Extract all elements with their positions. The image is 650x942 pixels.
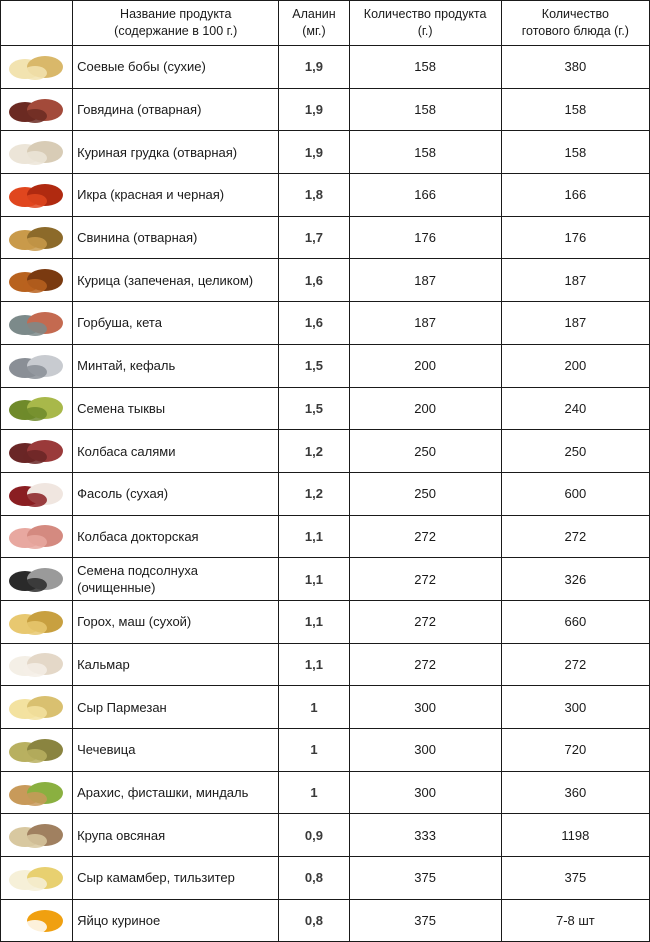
header-alanine <box>279 1 349 46</box>
alanine-value: 1,1 <box>279 643 349 686</box>
alanine-value: 1,5 <box>279 387 349 430</box>
salmon-icon <box>5 305 69 341</box>
dish-quantity: 176 <box>501 216 649 259</box>
product-name: Соевые бобы (сухие) <box>73 46 279 89</box>
header-name <box>73 1 279 46</box>
dish-quantity: 600 <box>501 472 649 515</box>
table-row <box>1 259 650 302</box>
dish-quantity: 187 <box>501 302 649 345</box>
dish-quantity: 375 <box>501 857 649 900</box>
alanine-value: 1 <box>279 686 349 729</box>
table-row <box>1 387 650 430</box>
product-quantity: 166 <box>349 174 501 217</box>
table-row <box>1 515 650 558</box>
peas-icon <box>5 604 69 640</box>
product-quantity: 158 <box>349 131 501 174</box>
header-image-cell <box>1 1 73 46</box>
product-quantity: 300 <box>349 771 501 814</box>
table-row <box>1 643 650 686</box>
product-image-cell <box>1 430 73 473</box>
product-name: Яйцо куриное <box>73 899 279 942</box>
product-quantity: 375 <box>349 899 501 942</box>
alanine-value: 1,1 <box>279 558 349 601</box>
alanine-value: 0,8 <box>279 857 349 900</box>
table-row <box>1 302 650 345</box>
pumpkin-seeds-icon <box>5 390 69 426</box>
alanine-value: 0,9 <box>279 814 349 857</box>
product-image-cell <box>1 600 73 643</box>
table-row <box>1 472 650 515</box>
product-image-cell <box>1 558 73 601</box>
product-image-cell <box>1 302 73 345</box>
product-name: Минтай, кефаль <box>73 344 279 387</box>
product-image-cell <box>1 216 73 259</box>
table-row <box>1 216 650 259</box>
product-quantity: 158 <box>349 88 501 131</box>
dish-quantity: 360 <box>501 771 649 814</box>
alanine-value: 1,1 <box>279 600 349 643</box>
product-quantity: 200 <box>349 344 501 387</box>
product-image-cell <box>1 771 73 814</box>
alanine-value: 1,9 <box>279 88 349 131</box>
camembert-icon <box>5 860 69 896</box>
alanine-value: 1,9 <box>279 46 349 89</box>
pork-icon <box>5 220 69 256</box>
alanine-value: 1,2 <box>279 430 349 473</box>
header-name-text: Название продукта (содержание в 100 г.) <box>114 7 238 38</box>
squid-icon <box>5 646 69 682</box>
product-image-cell <box>1 857 73 900</box>
table-row <box>1 558 650 601</box>
product-name: Крупа овсяная <box>73 814 279 857</box>
dish-quantity: 272 <box>501 515 649 558</box>
dish-quantity: 200 <box>501 344 649 387</box>
roast-chicken-icon <box>5 262 69 298</box>
product-quantity: 300 <box>349 729 501 772</box>
nuts-icon <box>5 775 69 811</box>
alanine-value: 1,8 <box>279 174 349 217</box>
soybeans-icon <box>5 49 69 85</box>
parmesan-icon <box>5 689 69 725</box>
product-quantity: 176 <box>349 216 501 259</box>
product-name: Кальмар <box>73 643 279 686</box>
alanine-value: 1,6 <box>279 302 349 345</box>
alanine-value: 1,5 <box>279 344 349 387</box>
product-quantity: 187 <box>349 259 501 302</box>
dish-quantity: 720 <box>501 729 649 772</box>
product-quantity: 300 <box>349 686 501 729</box>
product-name: Семена подсолнуха (очищенные) <box>73 558 279 601</box>
product-name: Фасоль (сухая) <box>73 472 279 515</box>
dish-quantity: 158 <box>501 131 649 174</box>
table-row <box>1 430 650 473</box>
product-name: Семена тыквы <box>73 387 279 430</box>
product-name: Чечевица <box>73 729 279 772</box>
product-image-cell <box>1 46 73 89</box>
lentils-icon <box>5 732 69 768</box>
product-name: Горбуша, кета <box>73 302 279 345</box>
dish-quantity: 1198 <box>501 814 649 857</box>
dish-quantity: 326 <box>501 558 649 601</box>
product-name: Колбаса докторская <box>73 515 279 558</box>
table-row <box>1 131 650 174</box>
header-quantity <box>349 1 501 46</box>
product-name: Икра (красная и черная) <box>73 174 279 217</box>
product-image-cell <box>1 899 73 942</box>
product-quantity: 272 <box>349 515 501 558</box>
dish-quantity: 187 <box>501 259 649 302</box>
product-quantity: 272 <box>349 600 501 643</box>
dish-quantity: 380 <box>501 46 649 89</box>
product-quantity: 250 <box>349 472 501 515</box>
dish-quantity: 158 <box>501 88 649 131</box>
dish-quantity: 7-8 шт <box>501 899 649 942</box>
header-quantity-text: Количество продукта (г.) <box>363 7 487 38</box>
product-quantity: 187 <box>349 302 501 345</box>
alanine-value: 1,9 <box>279 131 349 174</box>
product-image-cell <box>1 814 73 857</box>
sausage-icon <box>5 518 69 554</box>
product-name: Сыр камамбер, тильзитер <box>73 857 279 900</box>
product-image-cell <box>1 729 73 772</box>
product-image-cell <box>1 88 73 131</box>
product-name: Говядина (отварная) <box>73 88 279 131</box>
product-quantity: 200 <box>349 387 501 430</box>
table-row <box>1 771 650 814</box>
table-row <box>1 814 650 857</box>
header-alanine-text: Аланин (мг.) <box>292 7 336 38</box>
salami-icon <box>5 433 69 469</box>
table-row <box>1 899 650 942</box>
header-row <box>1 1 650 46</box>
product-quantity: 250 <box>349 430 501 473</box>
product-image-cell <box>1 472 73 515</box>
table-row <box>1 88 650 131</box>
oatmeal-icon <box>5 817 69 853</box>
table-row <box>1 174 650 217</box>
product-image-cell <box>1 259 73 302</box>
table-row <box>1 729 650 772</box>
alanine-value: 1,1 <box>279 515 349 558</box>
dish-quantity: 660 <box>501 600 649 643</box>
product-name: Свинина (отварная) <box>73 216 279 259</box>
product-quantity: 272 <box>349 643 501 686</box>
product-image-cell <box>1 131 73 174</box>
alanine-value: 1,6 <box>279 259 349 302</box>
product-name: Горох, маш (сухой) <box>73 600 279 643</box>
product-name: Куриная грудка (отварная) <box>73 131 279 174</box>
caviar-icon <box>5 177 69 213</box>
product-quantity: 333 <box>349 814 501 857</box>
egg-icon <box>5 903 69 939</box>
product-image-cell <box>1 344 73 387</box>
product-quantity: 375 <box>349 857 501 900</box>
sunflower-seeds-icon <box>5 561 69 597</box>
dish-quantity: 240 <box>501 387 649 430</box>
product-image-cell <box>1 686 73 729</box>
dish-quantity: 272 <box>501 643 649 686</box>
table-row <box>1 686 650 729</box>
header-dish <box>501 1 649 46</box>
product-image-cell <box>1 643 73 686</box>
beans-icon <box>5 476 69 512</box>
table-row <box>1 46 650 89</box>
dish-quantity: 166 <box>501 174 649 217</box>
alanine-value: 1 <box>279 771 349 814</box>
table-row <box>1 857 650 900</box>
product-image-cell <box>1 515 73 558</box>
alanine-value: 0,8 <box>279 899 349 942</box>
product-name: Арахис, фисташки, миндаль <box>73 771 279 814</box>
fish-icon <box>5 348 69 384</box>
product-image-cell <box>1 387 73 430</box>
table-row <box>1 344 650 387</box>
alanine-value: 1,2 <box>279 472 349 515</box>
product-name: Сыр Пармезан <box>73 686 279 729</box>
header-dish-text: Количество готового блюда (г.) <box>521 7 629 38</box>
alanine-value: 1,7 <box>279 216 349 259</box>
alanine-value: 1 <box>279 729 349 772</box>
product-quantity: 158 <box>349 46 501 89</box>
dish-quantity: 300 <box>501 686 649 729</box>
product-name: Колбаса салями <box>73 430 279 473</box>
beef-icon <box>5 92 69 128</box>
product-quantity: 272 <box>349 558 501 601</box>
dish-quantity: 250 <box>501 430 649 473</box>
product-image-cell <box>1 174 73 217</box>
product-name: Курица (запеченая, целиком) <box>73 259 279 302</box>
chicken-breast-icon <box>5 134 69 170</box>
table-row <box>1 600 650 643</box>
